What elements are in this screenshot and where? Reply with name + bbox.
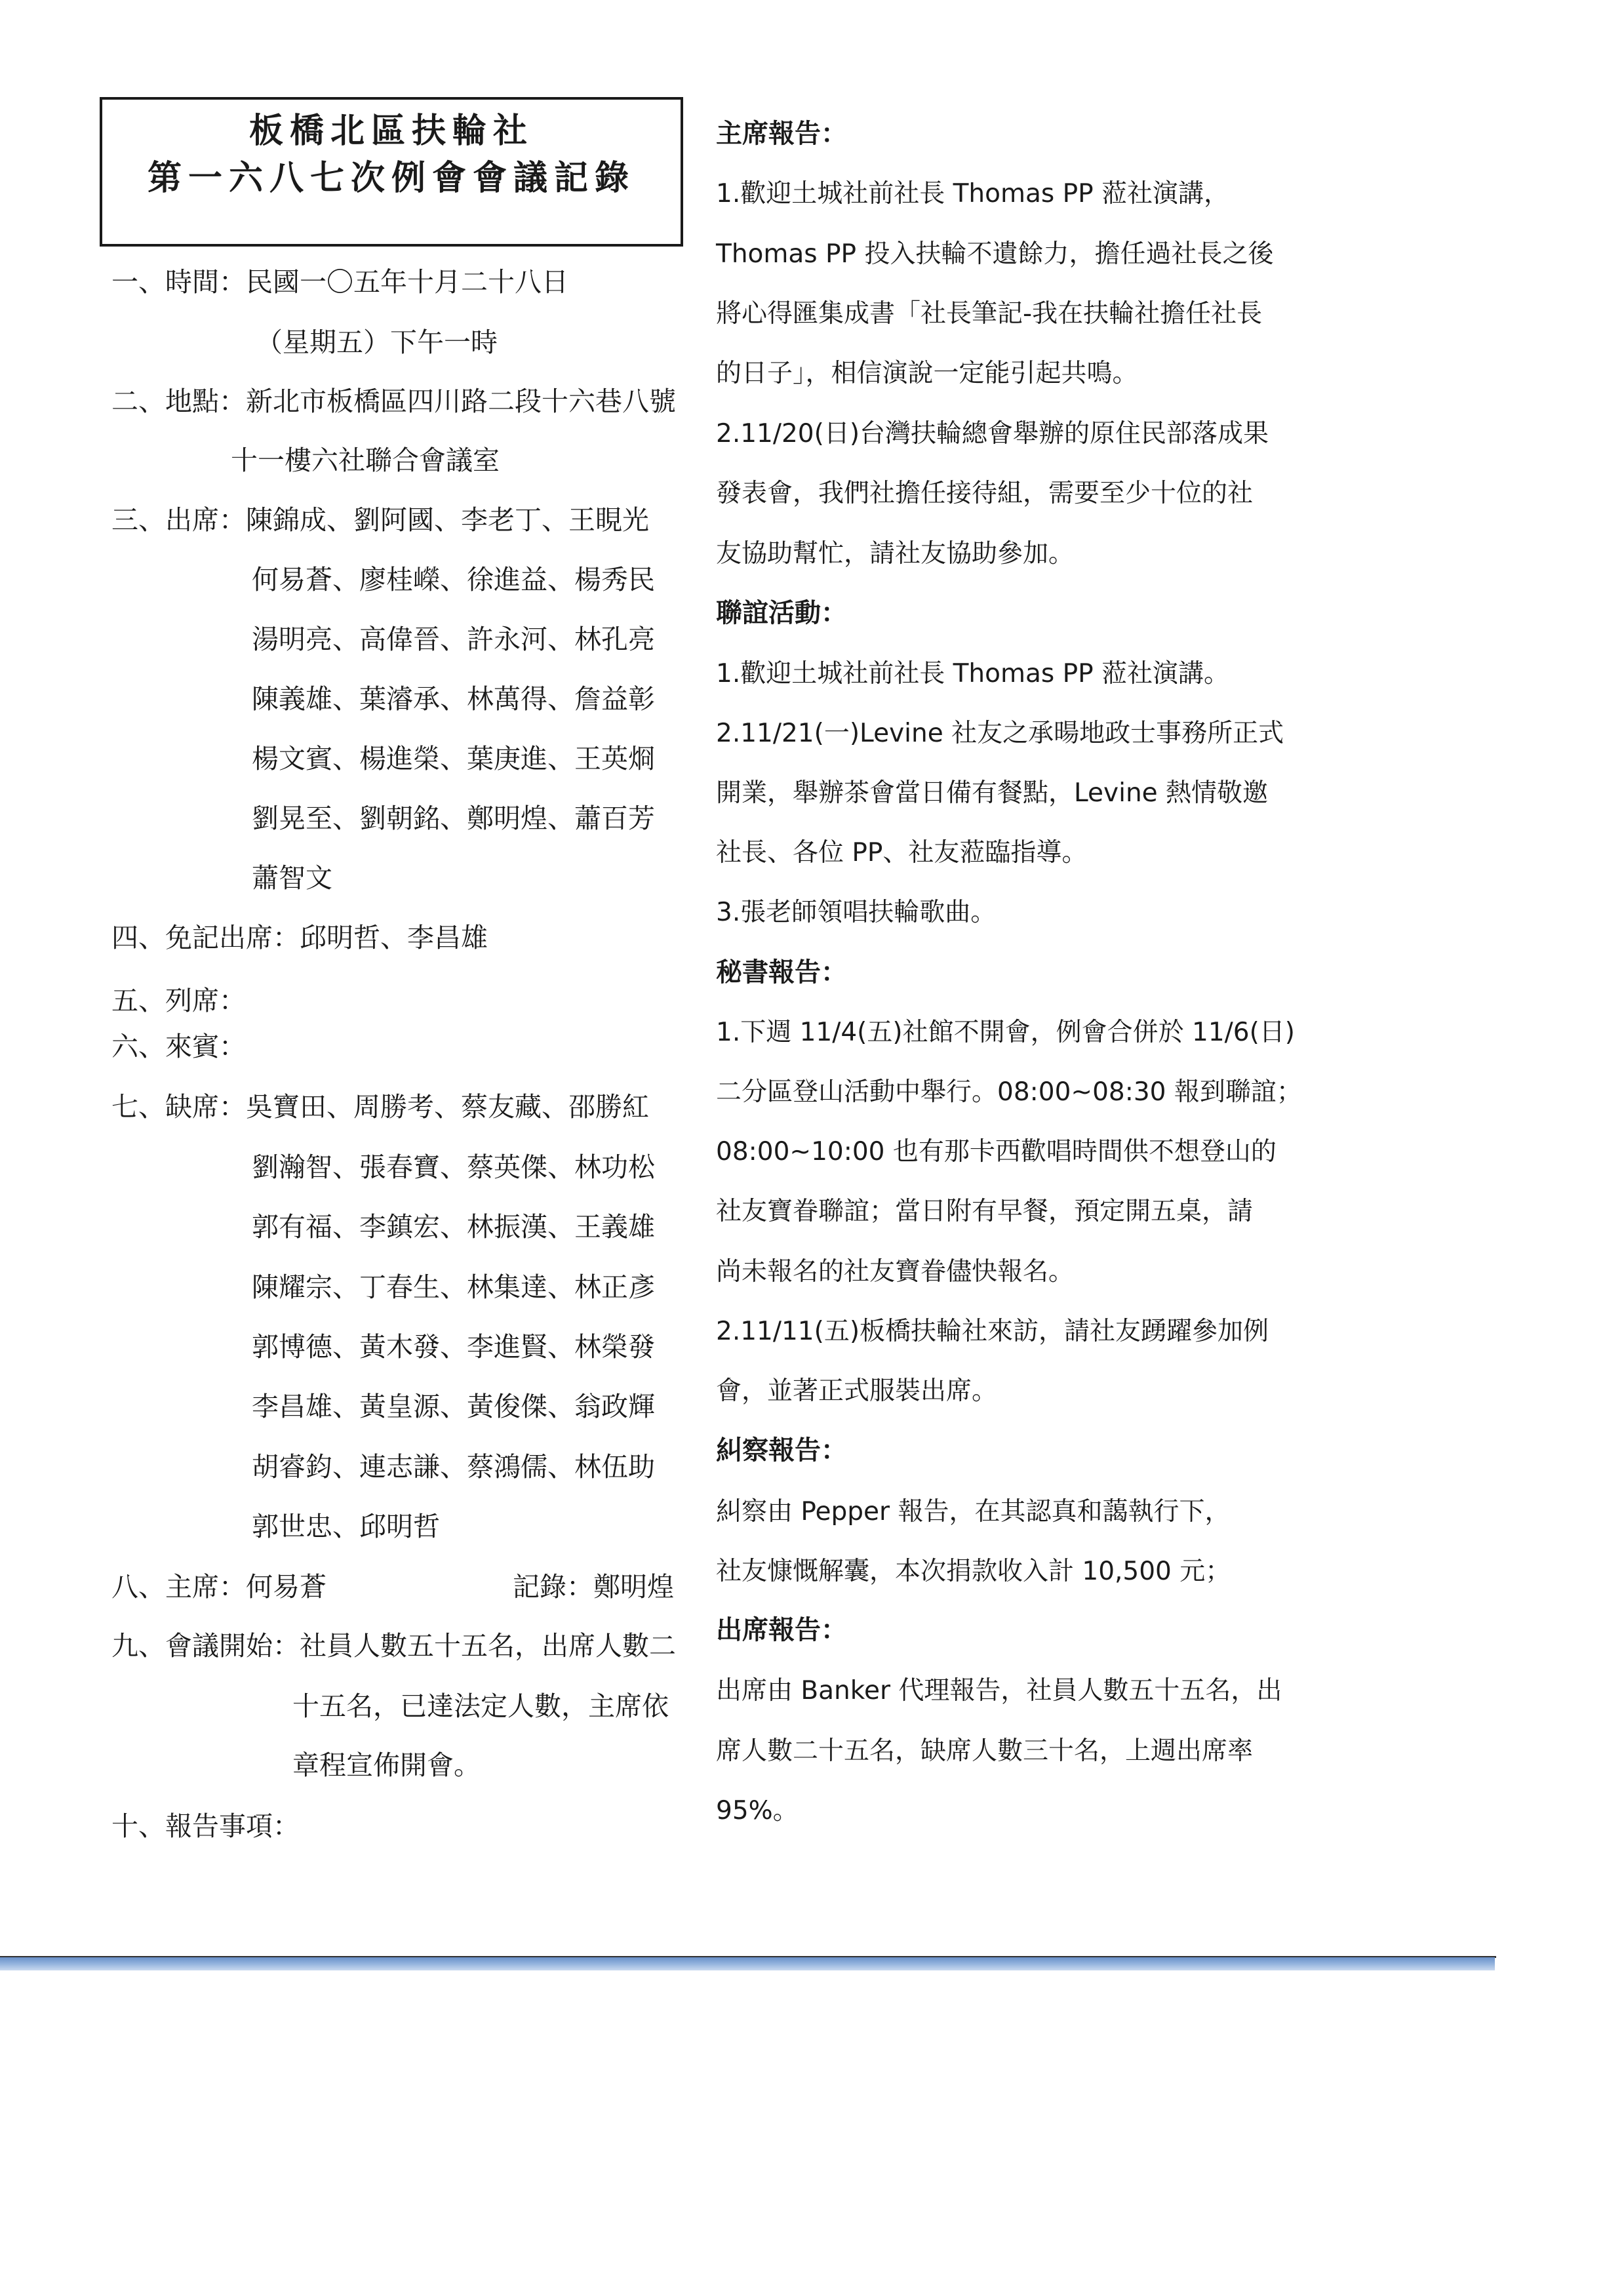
report-line: 1.歡迎土城社前社長 Thomas PP 蒞社演講。 — [716, 659, 1230, 688]
report-line: 社友慷慨解囊，本次捐款收入計 10,500 元； — [716, 1557, 1231, 1586]
section-heading-president: 主席報告： — [716, 119, 847, 149]
guests-line: 六、來賓： — [111, 1031, 246, 1062]
report-line: 友協助幫忙，請社友協助參加。 — [716, 539, 1075, 569]
section-heading-sergeant: 糾察報告： — [716, 1435, 847, 1466]
attendance-names: 何易蒼、廖桂嶸、徐進益、楊秀民 — [252, 564, 655, 595]
reports-line: 十、報告事項： — [111, 1810, 300, 1842]
meeting-start-line: 九、會議開始：社員人數五十五名，出席人數二 — [111, 1630, 676, 1662]
report-line: 95%。 — [716, 1796, 799, 1826]
meeting-start-cont: 章程宣佈開會。 — [292, 1749, 481, 1781]
attendance-names: 陳義雄、葉濬承、林萬得、詹益彰 — [252, 683, 655, 715]
report-line: 糾察由 Pepper 報告，在其認真和藹執行下， — [716, 1497, 1231, 1527]
title-box — [100, 97, 683, 247]
location-line: 二、地點：新北市板橋區四川路二段十六巷八號 — [111, 386, 676, 417]
report-line: 將心得匯集成書「社長筆記-我在扶輪社擔任社長 — [716, 299, 1263, 329]
exempt-attendance-line: 四、免記出席：邱明哲、李昌雄 — [111, 922, 488, 953]
attendance-names: 湯明亮、高偉晉、許永河、林孔亮 — [252, 624, 655, 655]
absent-names: 胡睿鈞、連志謙、蔡鴻儒、林伍助 — [252, 1451, 655, 1483]
section-heading-secretary: 秘書報告： — [716, 957, 847, 988]
absent-names: 郭世忠、邱明哲 — [252, 1511, 440, 1542]
document-title: 第一六八七次例會會議記錄 — [147, 158, 635, 198]
report-line: 08:00~10:00 也有那卡西歡唱時間供不想登山的 — [716, 1137, 1277, 1167]
report-line: 2.11/11(五)板橋扶輪社來訪，請社友踴躍參加例 — [716, 1317, 1269, 1346]
attendance-names: 劉晃至、劉朝銘、鄭明煌、蕭百芳 — [252, 803, 655, 834]
absent-names: 劉瀚智、張春寶、蔡英傑、林功松 — [252, 1151, 655, 1183]
meeting-start-cont: 十五名，已達法定人數，主席依 — [292, 1690, 669, 1722]
attendance-names: 楊文賓、楊進榮、葉庚進、王英烱 — [252, 743, 655, 774]
attendance-line: 三、出席：陳錦成、劉阿國、李老丁、王睍光 — [111, 504, 649, 536]
report-line: 社長、各位 PP、社友蒞臨指導。 — [716, 838, 1088, 868]
report-line: 3.張老師領唱扶輪歌曲。 — [716, 898, 997, 927]
recorder-line: 記錄：鄭明煌 — [513, 1571, 674, 1603]
report-line: 發表會，我們社擔任接待組，需要至少十位的社 — [716, 479, 1254, 508]
absent-names: 李昌雄、黃皇源、黃俊傑、翁政輝 — [252, 1391, 655, 1422]
report-line: Thomas PP 投入扶輪不遺餘力，擔任過社長之後 — [716, 239, 1274, 269]
report-line: 席人數二十五名，缺席人數三十名，上週出席率 — [716, 1736, 1254, 1766]
report-line: 1.歡迎土城社前社長 Thomas PP 蒞社演講， — [716, 179, 1230, 209]
location-line-cont: 十一樓六社聯合會議室 — [231, 445, 500, 476]
absent-names: 郭博德、黃木發、李進賢、林榮發 — [252, 1331, 655, 1363]
report-line: 的日子」，相信演說一定能引起共鳴。 — [716, 359, 1138, 388]
observers-line: 五、列席： — [111, 985, 246, 1016]
report-line: 開業，舉辦茶會當日備有餐點，Levine 熱情敬邀 — [716, 778, 1269, 808]
club-name: 板橋北區扶輪社 — [248, 111, 534, 151]
absent-names: 郭有福、李鎮宏、林振漢、王義雄 — [252, 1211, 655, 1243]
report-line: 二分區登山活動中舉行。08:00~08:30 報到聯誼； — [716, 1077, 1302, 1107]
footer-band — [0, 1957, 1495, 1970]
report-line: 1.下週 11/4(五)社館不開會，例會合併於 11/6(日) — [716, 1018, 1296, 1047]
report-line: 尚未報名的社友寶眷儘快報名。 — [716, 1257, 1075, 1287]
report-line: 社友寶眷聯誼；當日附有早餐，預定開五桌，請 — [716, 1197, 1254, 1226]
section-heading-attendance: 出席報告： — [716, 1615, 847, 1645]
time-line-cont: （星期五）下午一時 — [256, 327, 498, 358]
report-line: 出席由 Banker 代理報告，社員人數五十五名，出 — [716, 1676, 1282, 1706]
attendance-names: 蕭智文 — [252, 862, 332, 894]
time-line: 一、時間：民國一〇五年十月二十八日 — [111, 266, 568, 298]
report-line: 2.11/21(一)Levine 社友之承暘地政士事務所正式 — [716, 719, 1284, 748]
report-line: 會，並著正式服裝出席。 — [716, 1376, 998, 1406]
section-heading-fellowship: 聯誼活動： — [716, 598, 847, 628]
chair-line: 八、主席：何易蒼 — [111, 1571, 327, 1603]
absent-names: 陳耀宗、丁春生、林集達、林正彥 — [252, 1271, 655, 1303]
report-line: 2.11/20(日)台灣扶輪總會舉辦的原住民部落成果 — [716, 419, 1269, 449]
absent-line: 七、缺席：吳寶田、周勝考、蔡友藏、邵勝紅 — [111, 1091, 649, 1123]
